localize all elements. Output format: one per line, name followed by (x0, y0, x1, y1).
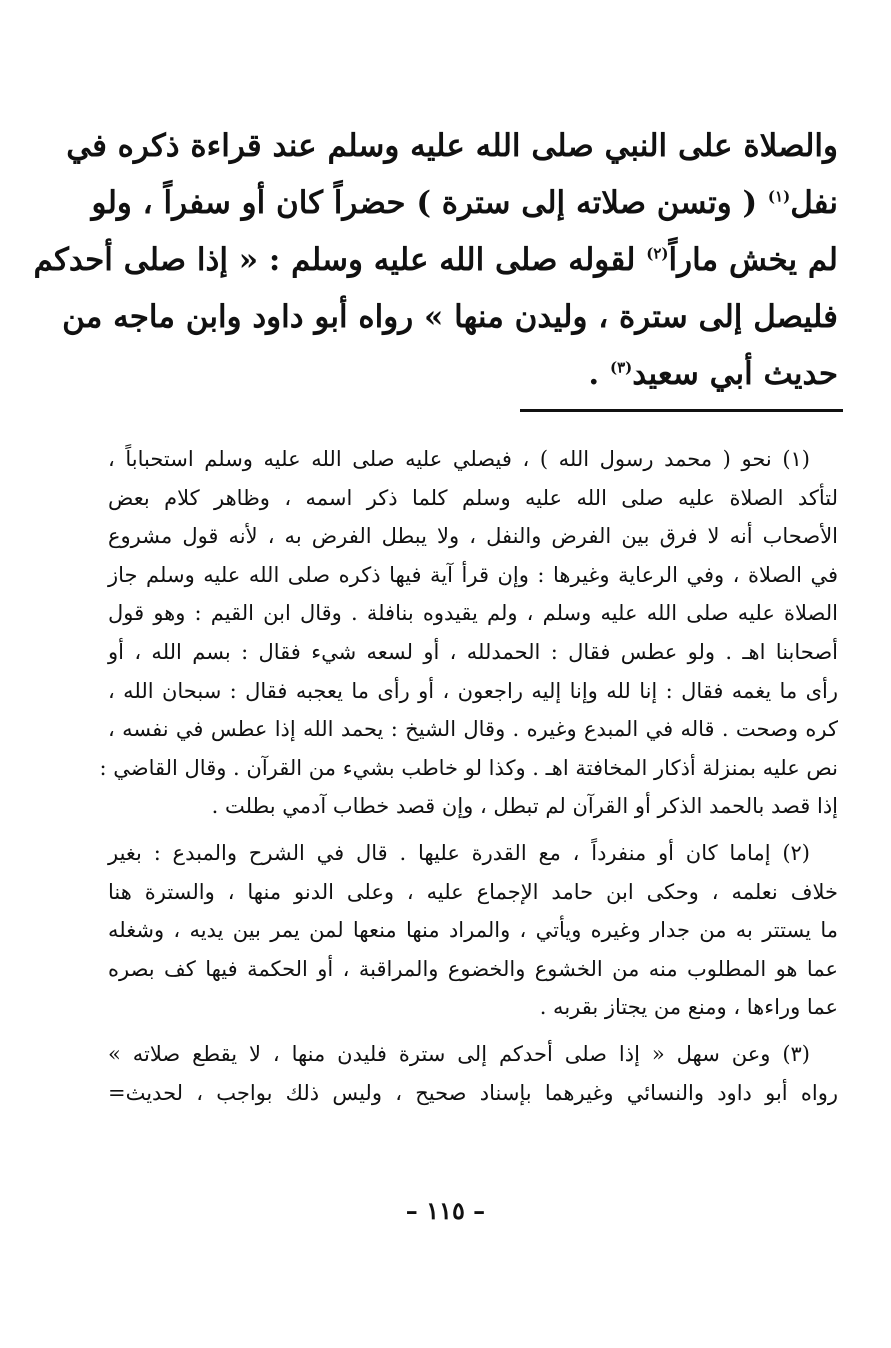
footnote-line: ما يستتر به من جدار وغيره ويأتي ، والمراد منها منعها لمن يمر بين يديه ، وشغله (108, 918, 838, 943)
footnote-line: كره وصحت . قاله في المبدع وغيره . وقال الشيخ : يحمد الله إذا عطس في نفسه ، (108, 717, 838, 742)
footnote-line: الصلاة عليه صلى الله عليه وسلم ، ولم يقيدوه بنافلة . وقال ابن القيم : وهو قول (108, 601, 838, 626)
footnote-line: عما هو المطلوب منه من الخشوع والخضوع والمراقبة ، أو الحكمة فيها كف بصره (108, 956, 838, 981)
footnote-line: إذا قصد بالحمد الذكر أو القرآن لم تبطل ، وإن قصد خطاب آدمي بطلت . (211, 794, 838, 819)
main-line: والصلاة على النبي صلى الله عليه وسلم عند قراءة ذكره في (66, 128, 838, 164)
main-line (33, 232, 838, 289)
footnote-line: في الصلاة ، وفي الرعاية وغيرها : وإن قرأ آية فيها ذكره صلى الله عليه وسلم جاز (108, 562, 838, 587)
main-text (33, 118, 838, 403)
footnote-line: خلاف نعلمه ، وحكى ابن حامد الإجماع عليه ، وعلى الدنو منها ، والسترة هنا (108, 879, 838, 904)
footnote-line: نص عليه بمنزلة أذكار المخافتة اهـ . وكذا لو خاطب بشيء من القرآن . وقال القاضي : (99, 755, 838, 780)
footnote-line: رواه أبو داود والنسائي وغيرهما بإسناد صحيح ، وليس ذلك بواجب ، لحديث= (108, 1080, 838, 1105)
footnote-line: رأى ما يغمه فقال : إنا لله وإنا إليه راجعون ، أو رأى ما يعجبه فقال : سبحان الله ، (108, 678, 838, 703)
main-text-fragment: . (588, 356, 600, 392)
main-text-fragment: نفل (790, 185, 838, 221)
footnote-2 (108, 834, 838, 1027)
footnote-line: الأصحاب أنه لا فرق بين الفرض والنفل ، ولا يبطل الفرض به ، لأنه قول مشروع (108, 524, 838, 549)
main-line (108, 346, 838, 403)
footnotes (99, 440, 838, 1120)
main-line (91, 175, 838, 232)
footnote-line: لتأكد الصلاة عليه صلى الله عليه وسلم كلما ذكر اسمه ، وظاهر كلام بعض (108, 485, 838, 510)
main-line: فليصل إلى سترة ، وليدن منها » رواه أبو داود وابن ماجه من (62, 299, 838, 335)
main-text-fragment: لقوله صلى الله عليه وسلم : « إذا صلى أحدكم (33, 242, 636, 278)
footnote-ref-3: (٣) (609, 358, 633, 377)
main-text-fragment: لم يخش ماراً (668, 242, 838, 278)
footnote-line: (١) نحو ( محمد رسول الله ) ، فيصلي عليه صلى الله عليه وسلم استحباباً ، (108, 447, 810, 471)
footnote-ref-2: (٢) (646, 244, 669, 263)
footnote-line: أصحابنا اهـ . ولو عطس فقال : الحمدلله ، أو لسعه شيء فقال : بسم الله ، أو (108, 639, 838, 664)
footnote-3 (108, 1035, 838, 1112)
footnote-line: (٣) وعن سهل « إذا صلى أحدكم إلى سترة فليدن منها ، لا يقطع صلاته » (108, 1041, 810, 1066)
footnote-separator (520, 409, 843, 412)
page-number: – ١١٥ – (405, 1196, 486, 1225)
footnote-ref-1: (١) (767, 187, 791, 206)
main-text-fragment: ( وتسن صلاته إلى سترة ) حضراً كان أو سفراً ، ولو (91, 185, 758, 221)
main-text-fragment: حديث أبي سعيد (632, 356, 838, 392)
footnote-line: عما وراءها ، ومنع من يجتاز بقربه . (539, 995, 838, 1020)
footnote-1 (99, 440, 838, 826)
footnote-line: (٢) إماما كان أو منفرداً ، مع القدرة عليها . قال في الشرح والمبدع : بغير (108, 840, 810, 865)
